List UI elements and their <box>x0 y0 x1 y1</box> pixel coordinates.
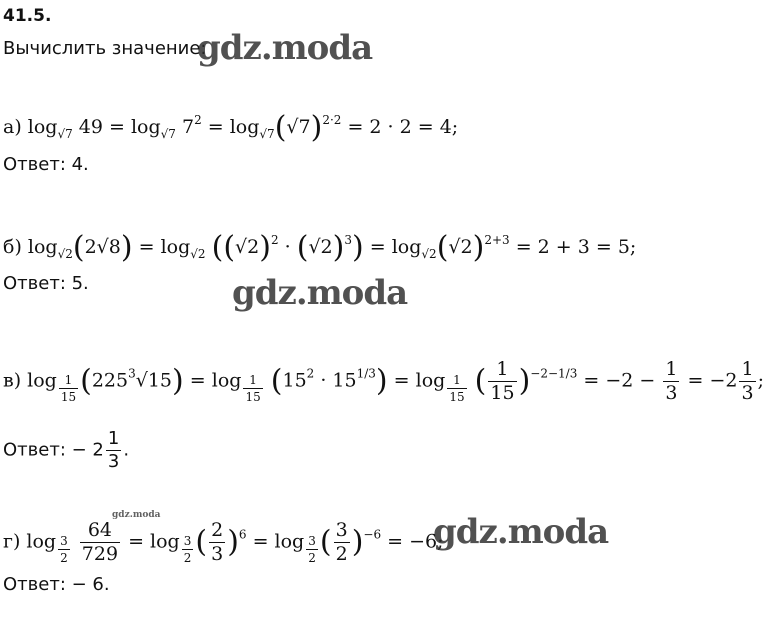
task-statement: Вычислить значение: <box>3 38 207 59</box>
item-g-label: г) <box>3 530 21 553</box>
item-v-answer-fraction: $\frac{1}{3}$ <box>107 428 120 472</box>
item-a-answer: Ответ: 4. <box>3 154 89 175</box>
watermark-logo-3: gdz.moda <box>433 512 609 552</box>
watermark-logo-2: gdz.moda <box>232 273 408 313</box>
exercise-number: 41.5. <box>3 6 52 26</box>
item-b-answer: Ответ: 5. <box>3 273 89 294</box>
item-b-equation: б) $\log_{√2}(2√8) = \log_{√2} ((√2)^2 \cdot (√2)^3) = \log_{√2}(√2)^{2+3} = 2 + 3 = 5$; <box>3 230 637 265</box>
watermark-logo-small: gdz.moda <box>112 510 161 520</box>
item-g-equation: г) log $_{\frac{3}{2}}$ $\frac{64}{729}$ = log $_{\frac{3}{2}}$ ( $\frac{2}{3}$ )$^6$ = log $_{\frac{3}{2}}$ ( $\frac{3}{2}$ )$^{-6}$ = −6; <box>3 519 444 565</box>
item-v-label: в) <box>3 369 22 392</box>
item-v-equation: в) log $_{\frac{1}{15}}$ $(225^3√15) = \log$ $_{\frac{1}{15}}$ $(15^2 \cdot 15^{1/3}) = \log$ $_{\frac{1}{15}}$ ( $\frac{1}{15}$ )$^{-2-1/3}$ = −2 − $\frac{1}{3}$ = −2 $\frac{1}{3}$ ; <box>3 358 764 404</box>
item-a-equation: а) $\log_{√7} 49 = \log_{√7} 7^2 = \log_{√7}(√7)^{2\cdot 2} = 2 \cdot 2 = 4$; <box>3 110 459 145</box>
watermark-logo-1: gdz.moda <box>197 28 373 68</box>
item-v-answer-prefix: Ответ: − 2 <box>3 439 104 461</box>
item-g-answer: Ответ: − 6. <box>3 574 110 595</box>
item-b-label: б) <box>3 236 22 258</box>
item-a-label: а) <box>3 116 22 138</box>
item-v-answer: Ответ: − 2 $\frac{1}{3}$ . <box>3 428 130 472</box>
